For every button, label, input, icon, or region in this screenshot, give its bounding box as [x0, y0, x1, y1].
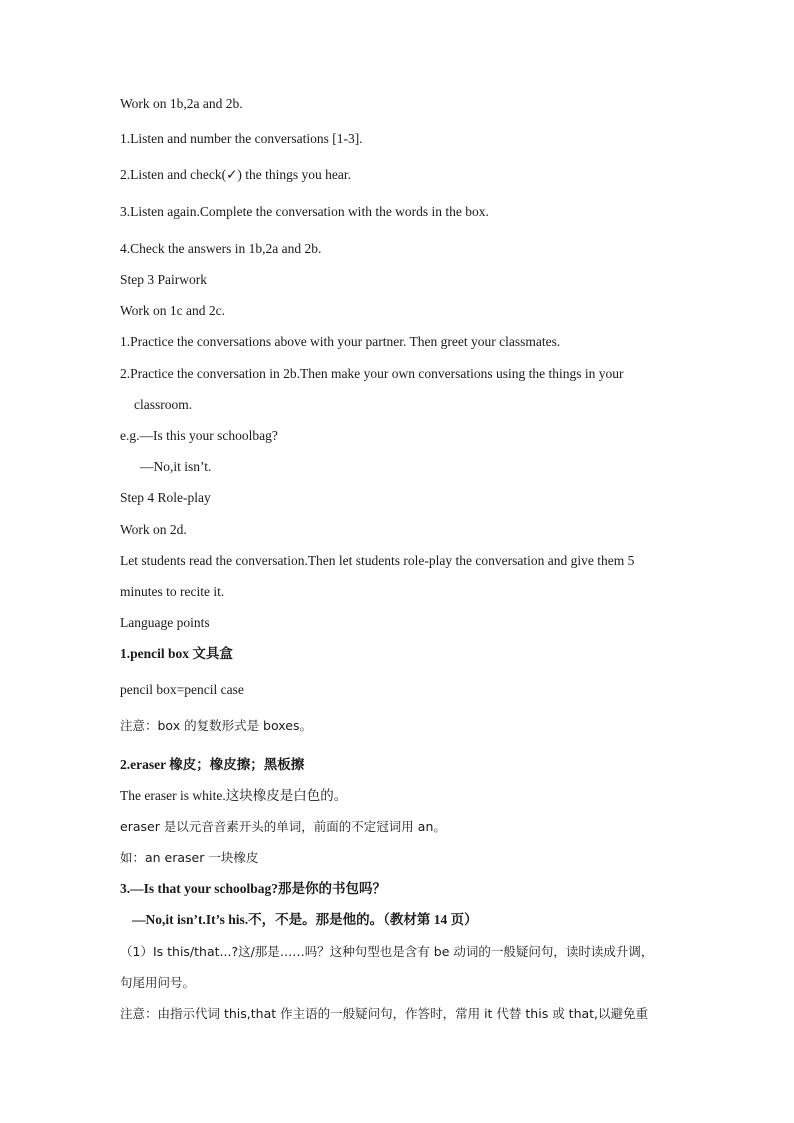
line-eraser-white: The eraser is white.这块橡皮是白色的。	[120, 788, 348, 803]
point-2-eraser: 2.eraser 橡皮；橡皮擦；黑板擦	[120, 757, 305, 772]
line-question-mark: 句尾用问号。	[120, 975, 196, 990]
line-work-on-1c: Work on 1c and 2c.	[120, 303, 226, 318]
point-3-schoolbag: 3.—Is that your schoolbag?那是你的书包吗？	[120, 881, 387, 896]
note-demonstrative: 注意：由指示代词 this,that 作主语的一般疑问句，作答时，常用 it 代替 this 或 that,以避免重	[120, 1006, 649, 1021]
line-example-answer: —No,it isn’t.	[140, 459, 212, 474]
line-step-listen-again: 3.Listen again.Complete the conversation with the words in the box.	[120, 204, 489, 219]
line-example-question: e.g.—Is this your schoolbag?	[120, 428, 278, 443]
heading-step3-pairwork: Step 3 Pairwork	[120, 272, 207, 287]
line-let-students: Let students read the conversation.Then let students role-play the conversation and give them 5	[120, 553, 635, 568]
line-an-eraser: 如：an eraser 一块橡皮	[120, 850, 259, 865]
heading-language-points: Language points	[120, 615, 210, 630]
line-step-check-answers: 4.Check the answers in 1b,2a and 2b.	[120, 241, 322, 256]
line-practice-2b: 2.Practice the conversation in 2b.Then make your own conversations using the things in your	[120, 366, 624, 381]
line-eraser-article: eraser 是以元音音素开头的单词，前面的不定冠词用 an。	[120, 819, 446, 834]
line-practice-2b-cont: classroom.	[134, 397, 193, 412]
line-no-it-isnt: —No,it isn’t.It’s his.不，不是。那是他的。（教材第 14 页）	[132, 912, 478, 927]
note-box-plural: 注意：box 的复数形式是 boxes。	[120, 718, 312, 733]
line-is-this-that: （1）Is this/that...?这/那是……吗？这种句型也是含有 be 动词的一般疑问句，读时读成升调，	[120, 944, 654, 959]
line-work-on-2d: Work on 2d.	[120, 522, 187, 537]
line-step-listen-number: 1.Listen and number the conversations [1-3].	[120, 131, 363, 146]
line-work-on-1b: Work on 1b,2a and 2b.	[120, 96, 243, 111]
line-step-listen-check: 2.Listen and check(✓) the things you hear.	[120, 167, 351, 182]
line-practice-conversations: 1.Practice the conversations above with your partner. Then greet your classmates.	[120, 334, 561, 349]
point-1-pencil-box: 1.pencil box 文具盒	[120, 646, 233, 661]
line-let-students-cont: minutes to recite it.	[120, 584, 225, 599]
heading-step4-role-play: Step 4 Role-play	[120, 490, 211, 505]
line-pencil-box-case: pencil box=pencil case	[120, 682, 244, 697]
